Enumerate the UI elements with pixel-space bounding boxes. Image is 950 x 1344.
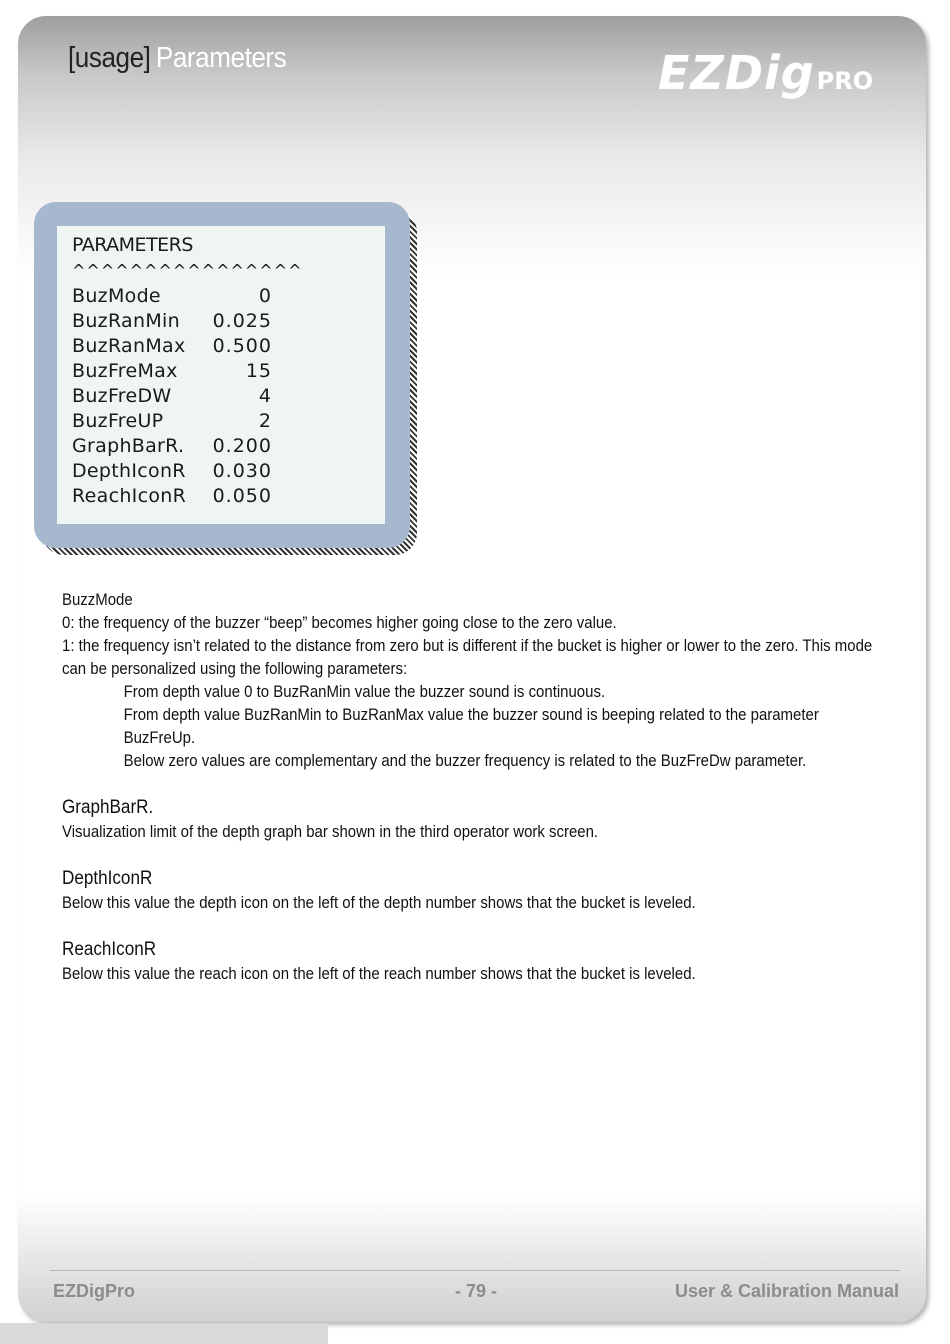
lcd-value: 15	[245, 360, 272, 382]
lcd-underline: ^^^^^^^^^^^^^^^^	[72, 261, 303, 280]
lcd-key: GraphBarR.	[72, 435, 185, 457]
footer-divider	[50, 1270, 900, 1271]
depthicon-text: Below this value the depth icon on the left of the depth number shows that the bucket is leveled.	[62, 893, 696, 912]
reachicon-title: ReachIconR	[62, 939, 157, 960]
title-bracket: [usage]	[68, 42, 151, 74]
lcd-screen	[57, 226, 385, 524]
lcd-row	[72, 360, 272, 384]
lcd-row	[72, 410, 272, 434]
reachicon-text: Below this value the reach icon on the left of the reach number shows that the bucket is leveled.	[62, 964, 696, 983]
buzzmode-item: BuzFreUp.	[123, 728, 196, 747]
lcd-row	[72, 435, 272, 459]
lcd-key: BuzRanMax	[72, 335, 186, 357]
title-main: Parameters	[155, 42, 287, 74]
graphbar-title: GraphBarR.	[62, 797, 154, 818]
body-text	[62, 588, 922, 985]
lcd-value: 0.030	[212, 460, 272, 482]
lcd-row	[72, 285, 272, 309]
lcd-row	[72, 460, 272, 484]
graphbar-text: Visualization limit of the depth graph bar shown in the third operator work screen.	[62, 822, 599, 841]
buzzmode-item: From depth value BuzRanMin to BuzRanMax value the buzzer sound is beeping related to the parameter	[123, 705, 819, 724]
lcd-row	[72, 310, 272, 334]
lcd-value: 4	[258, 385, 272, 407]
lcd-key: BuzFreUP	[72, 410, 164, 432]
lcd-value: 0	[258, 285, 272, 307]
footer-product: EZDigPro	[53, 1281, 136, 1301]
lcd-value: 0.050	[212, 485, 272, 507]
footer-manual-title: User & Calibration Manual	[674, 1281, 899, 1301]
bottom-bar	[0, 1323, 328, 1344]
ezdig-logo	[658, 46, 904, 100]
buzzmode-line0: 0: the frequency of the buzzer “beep” becomes higher going close to the zero value.	[62, 613, 617, 632]
lcd-value: 0.200	[212, 435, 272, 457]
lcd-row	[72, 335, 272, 359]
buzzmode-item: Below zero values are complementary and the buzzer frequency is related to the BuzFreDw parameter.	[123, 751, 807, 770]
buzzmode-item: From depth value 0 to BuzRanMin value the buzzer sound is continuous.	[123, 682, 606, 701]
lcd-row	[72, 385, 272, 409]
lcd-value: 0.500	[212, 335, 272, 357]
lcd-row	[72, 485, 272, 509]
lcd-key: ReachIconR	[72, 485, 187, 507]
lcd-key: DepthIconR	[72, 460, 186, 482]
lcd-key: BuzFreMax	[72, 360, 178, 382]
buzzmode-title: BuzzMode	[62, 590, 133, 609]
lcd-key: BuzFreDW	[72, 385, 172, 407]
depthicon-title: DepthIconR	[62, 868, 153, 889]
lcd-heading: PARAMETERS	[72, 234, 193, 256]
page-number: - 79 -	[455, 1281, 498, 1301]
logo-sub: PRO	[816, 67, 874, 95]
buzzmode-line1b: can be personalized using the following parameters:	[62, 659, 408, 678]
page-title	[68, 42, 286, 75]
lcd-value: 0.025	[212, 310, 272, 332]
buzzmode-line1a: 1: the frequency isn’t related to the distance from zero but is different if the bucket is higher or lower to the zero. This mode	[62, 636, 873, 655]
lcd-key: BuzMode	[72, 285, 161, 307]
lcd-key: BuzRanMin	[72, 310, 180, 332]
logo-main: EZDig	[658, 46, 815, 100]
lcd-value: 2	[258, 410, 272, 432]
